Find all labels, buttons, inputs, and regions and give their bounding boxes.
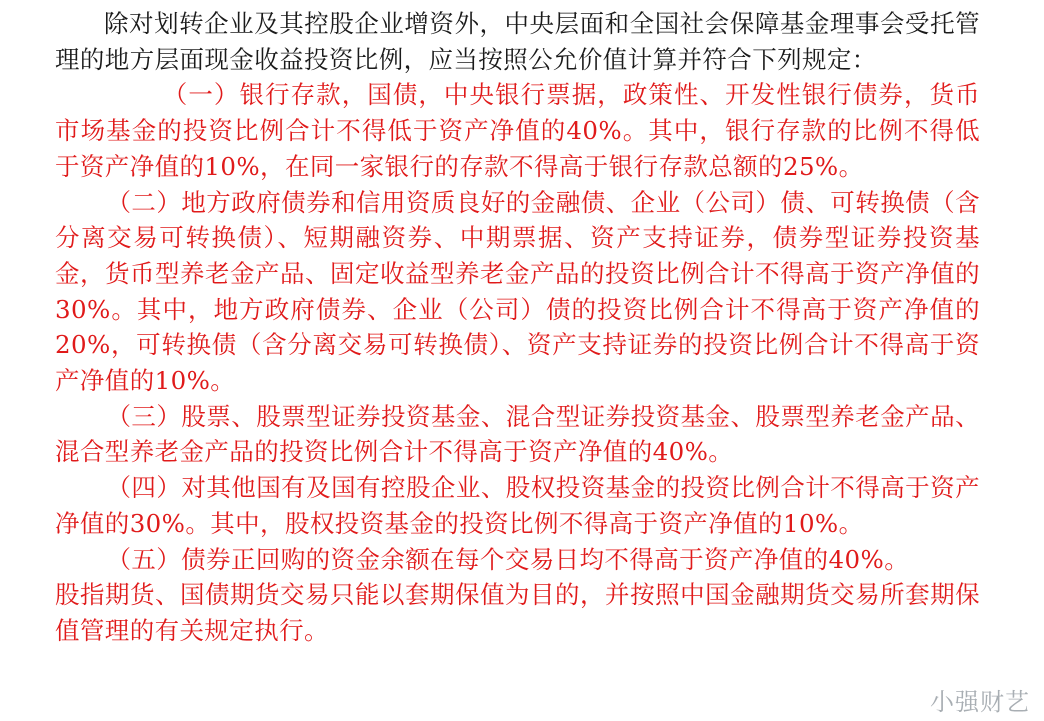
closing-paragraph: 股指期货、国债期货交易只能以套期保值为目的，并按照中国金融期货交易所套期保值管理的有关规定执行。 <box>55 580 980 645</box>
clause-2: （二）地方政府债券和信用资质良好的金融债、企业（公司）债、可转换债（含分离交易可转换债）、短期融资券、中期票据、资产支持证券，债券型证券投资基金，货币型养老金产品、固定收益型养老金产品的投资比例合计不得高于资产净值的30%。其中，地方政府债券、企业（公司）债的投资比例合计不得高于资产净值的20%，可转换债（含分离交易可转换债）、资产支持证券的投资比例合计不得高于资产净值的10%。 <box>55 187 980 396</box>
clause-4: （四）对其他国有及国有控股企业、股权投资基金的投资比例合计不得高于资产净值的30%。其中，股权投资基金的投资比例不得高于资产净值的10%。 <box>55 473 980 538</box>
clause-1: （一）银行存款，国债，中央银行票据，政策性、开发性银行债券，货币市场基金的投资比例合计不得低于资产净值的40%。其中，银行存款的比例不得低于资产净值的10%，在同一家银行的存款不得高于银行存款总额的25%。 <box>55 80 980 181</box>
document-body <box>55 6 980 649</box>
watermark-text: 小强财艺 <box>930 688 1030 716</box>
clause-3: （三）股票、股票型证券投资基金、混合型证券投资基金、股票型养老金产品、混合型养老金产品的投资比例合计不得高于资产净值的40%。 <box>55 401 980 467</box>
clause-5: （五）债券正回购的资金余额在每个交易日均不得高于资产净值的40%。 <box>106 544 910 574</box>
intro-paragraph: 除对划转企业及其控股企业增资外，中央层面和全国社会保障基金理事会受托管理的地方层面现金收益投资比例，应当按照公允价值计算并符合下列规定： <box>55 9 980 74</box>
